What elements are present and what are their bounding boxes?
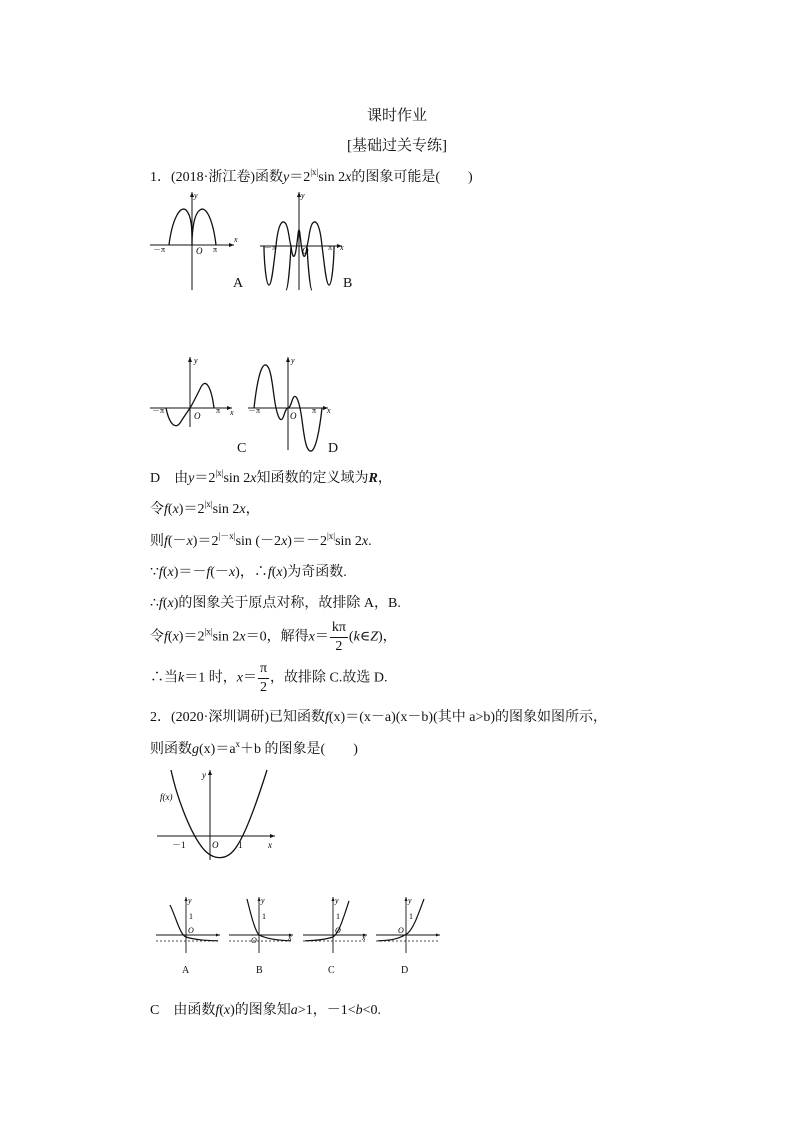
svg-text:－π: －π bbox=[153, 245, 166, 254]
svg-text:π: π bbox=[216, 406, 221, 415]
q1-answer-line5: ∴f(x)的图象关于原点对称，故排除 A，B. bbox=[150, 596, 401, 611]
svg-text:y: y bbox=[291, 356, 295, 365]
section-title: [基础过关专练] bbox=[347, 138, 447, 154]
svg-text:f(x): f(x) bbox=[160, 792, 173, 802]
svg-text:－π: －π bbox=[152, 406, 165, 415]
svg-text:y: y bbox=[261, 896, 265, 905]
q2-option-c-graph bbox=[303, 895, 371, 955]
q2-stem-line1: 2．(2020·深圳调研)已知函数f(x)＝(x－a)(x－b)(其中 a>b)的图象如图所示， bbox=[150, 710, 608, 725]
svg-text:－1: －1 bbox=[172, 840, 186, 850]
svg-text:y: y bbox=[188, 896, 192, 905]
q1-answer-line1: D 由$y=2^{|x|}\sin$ 2x知函数的定义域为R， bbox=[150, 468, 392, 486]
svg-text:－π: －π bbox=[264, 243, 277, 252]
fraction-pi-over-2: $\frac{\pi}{2}$ bbox=[259, 661, 268, 695]
svg-text:y: y bbox=[335, 896, 339, 905]
fraction-k-pi-over-2: $\frac{k\pi}{2}$ bbox=[331, 620, 346, 654]
page-title: 课时作业 bbox=[366, 108, 427, 124]
svg-text:1: 1 bbox=[189, 912, 193, 921]
q1-option-d-label: D bbox=[328, 441, 339, 456]
q2-option-b-graph bbox=[229, 895, 297, 955]
q2-stem-line2: 则函数$g(x)=a^x+b$ 的图象是( ) bbox=[150, 739, 358, 757]
q1-answer-line7: ∴当k＝1 时，x＝ $\frac{\pi}{2}$ ，故排除 C.故选 D. bbox=[150, 661, 388, 695]
svg-text:y: y bbox=[194, 356, 198, 365]
svg-text:－π: －π bbox=[248, 406, 261, 415]
q2-option-b-label: B bbox=[256, 965, 263, 976]
q1-answer-line3: 则$f(-x)=2^{|-x|}\sin$ $(-2x)=-2^{|x|}\sin$ 2x. bbox=[150, 531, 372, 549]
q1-option-c-label: C bbox=[237, 441, 247, 456]
svg-text:1: 1 bbox=[238, 840, 243, 850]
q1-option-a-label: A bbox=[233, 276, 244, 291]
q2-option-d-label: D bbox=[401, 965, 409, 976]
svg-text:O: O bbox=[194, 411, 201, 421]
svg-text:π: π bbox=[213, 245, 218, 254]
q1-stem: 1．(2018·浙江卷)函数$y=2^{|x|}\sin$ 2x的图象可能是( ) bbox=[150, 167, 473, 185]
svg-text:π: π bbox=[312, 406, 317, 415]
svg-text:y: y bbox=[202, 770, 206, 780]
svg-text:O: O bbox=[290, 411, 297, 421]
svg-text:y: y bbox=[408, 896, 412, 905]
q2-answer: C 由函数f(x)的图象知a>1，－1<b<0. bbox=[150, 1003, 381, 1018]
svg-text:O: O bbox=[335, 926, 341, 935]
q1-answer-line4: ∵f(x)＝－f(－x)，∴f(x)为奇函数. bbox=[150, 565, 347, 580]
svg-text:x: x bbox=[362, 933, 366, 942]
q1-answer-line2: 令$f(x)=2^{|x|}\sin$ 2x， bbox=[150, 499, 260, 517]
svg-text:1: 1 bbox=[409, 912, 413, 921]
svg-text:O: O bbox=[302, 246, 309, 256]
svg-text:O: O bbox=[251, 936, 257, 945]
q1-answer-line6: 令$f(x)=2^{|x|}\sin$ 2x＝0，解得x＝ $\frac{k\pi}{2}$ (k∈Z)， bbox=[150, 620, 397, 654]
svg-text:x: x bbox=[340, 243, 344, 252]
q1-graph-c bbox=[148, 355, 248, 430]
svg-text:x: x bbox=[234, 235, 238, 244]
svg-text:x: x bbox=[230, 408, 234, 417]
svg-text:y: y bbox=[301, 191, 305, 200]
svg-text:O: O bbox=[398, 926, 404, 935]
svg-text:1: 1 bbox=[262, 912, 266, 921]
q2-option-d-graph bbox=[376, 895, 444, 955]
svg-text:y: y bbox=[194, 191, 198, 200]
svg-text:1: 1 bbox=[336, 912, 340, 921]
q2-option-a-graph bbox=[156, 895, 224, 955]
q2-function-graph bbox=[155, 768, 280, 863]
q1-option-b-label: B bbox=[343, 276, 353, 291]
svg-text:x: x bbox=[268, 840, 272, 850]
svg-text:x: x bbox=[288, 933, 292, 942]
svg-text:π: π bbox=[328, 243, 333, 252]
q2-option-c-label: C bbox=[328, 965, 335, 976]
svg-text:O: O bbox=[196, 246, 203, 256]
svg-text:x: x bbox=[327, 406, 331, 415]
svg-text:O: O bbox=[188, 926, 194, 935]
svg-text:O: O bbox=[212, 840, 219, 850]
q2-option-a-label: A bbox=[182, 965, 190, 976]
q1-graph-d bbox=[246, 355, 339, 456]
